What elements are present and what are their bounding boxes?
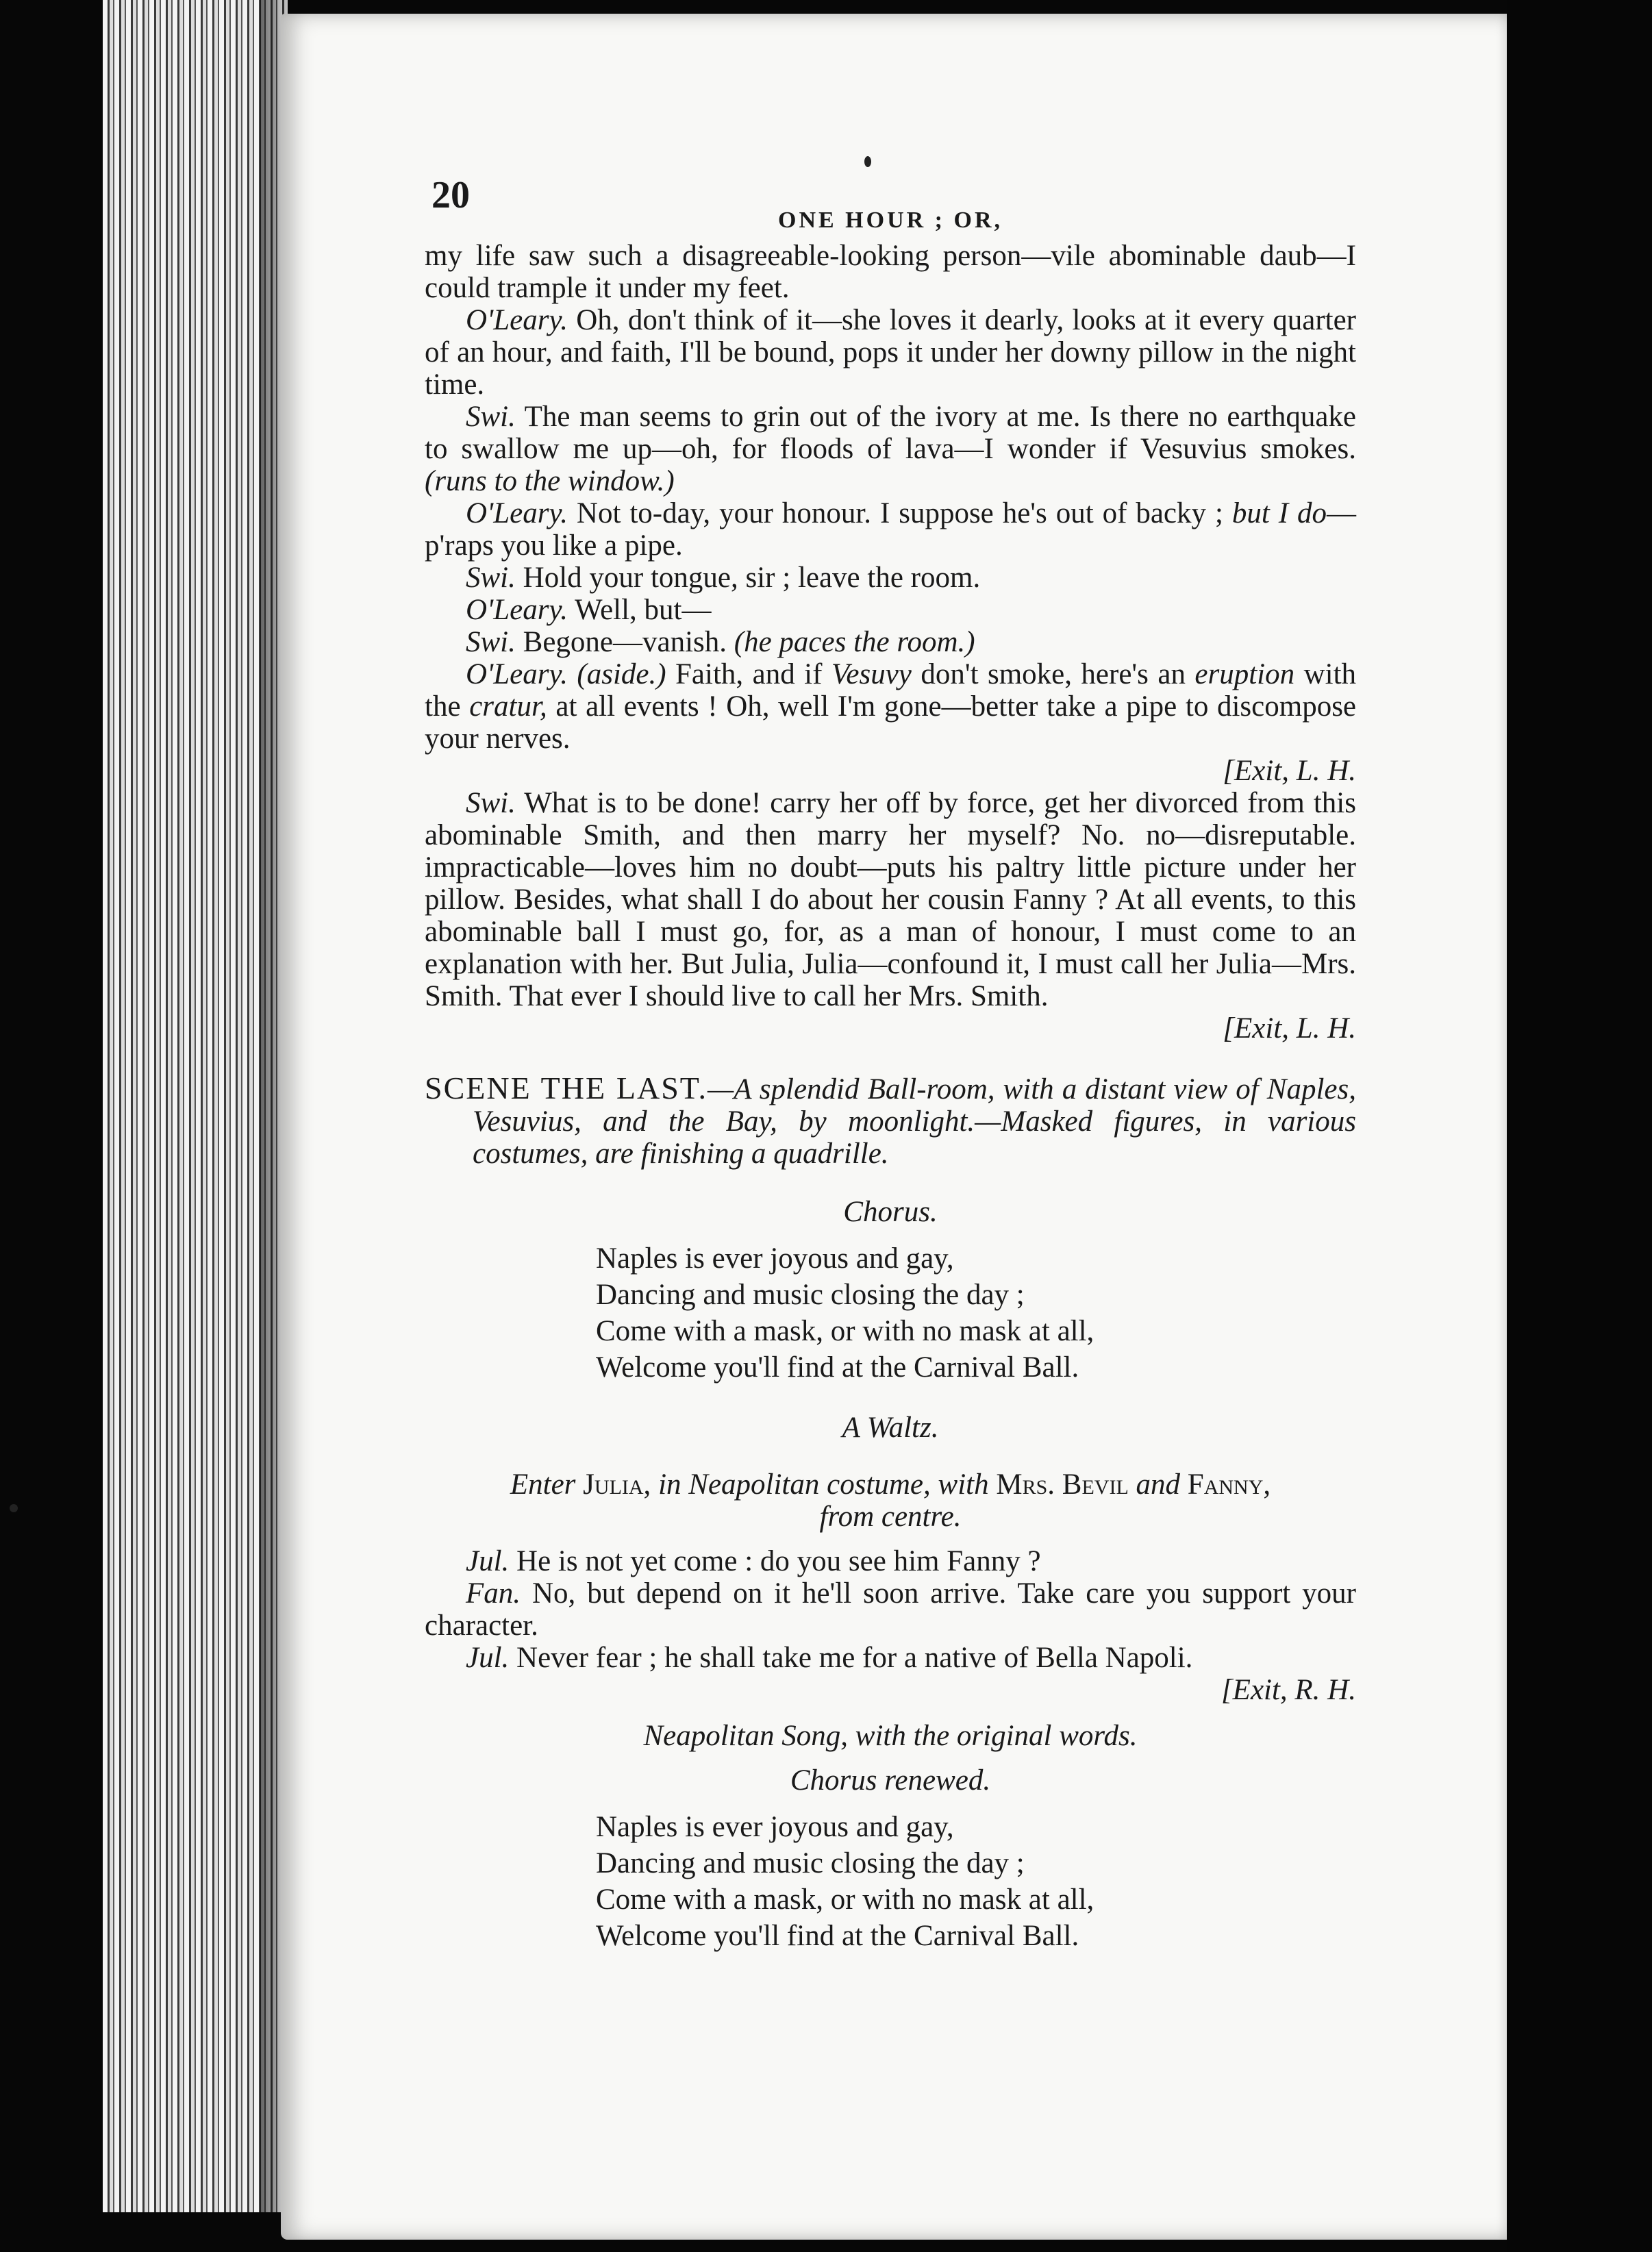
chorus-heading: Chorus. xyxy=(843,1196,938,1228)
page-header xyxy=(425,171,1356,240)
speaker-name: O'Leary. xyxy=(466,594,568,626)
chorus-renewed-heading: Chorus renewed. xyxy=(790,1764,991,1797)
speech-italic: but I do xyxy=(1231,497,1327,529)
verse-line: Dancing and music closing the day ; xyxy=(596,1279,1025,1311)
speech-text: Never fear ; he shall take me for a native of Bella Napoli. xyxy=(516,1642,1193,1674)
scene-title: SCENE THE LAST. xyxy=(425,1071,708,1105)
speech-fanny-1 xyxy=(425,1577,1356,1642)
speech-text: at all events ! Oh, well I'm gone—better take a pipe to discompose your nerves. xyxy=(425,690,1357,755)
speaker-name: Jul. xyxy=(466,1545,510,1577)
exit-direction: [Exit, L. H. xyxy=(1223,1012,1356,1044)
chorus-verse xyxy=(596,1240,1356,1386)
exit-direction: [Exit, R. H. xyxy=(1221,1674,1356,1706)
page-content xyxy=(425,171,1356,1954)
speech-text: What is to be done! carry her off by force, get her divorced from this abominable Smith, and then marry her myself? No. no—disreputable. impracticable—loves him no doubt—puts his paltry little picture under her pillow. Besides, what shall I do about her cousin Fanny ? At all events, to this abominable ball I must go, for, as a man of honour, I must come to an explanation with her. But Julia, Julia—confound it, I must call her Julia—Mrs. Smith. That ever I should live to call her Mrs. Smith. xyxy=(425,787,1356,1012)
speech-swi-2 xyxy=(425,562,1356,594)
speaker-name: O'Leary. xyxy=(466,304,568,336)
speech-text: —p'raps you like a pipe. xyxy=(425,497,1356,562)
stage-direction: (he paces the room.) xyxy=(734,626,975,658)
speaker-name: Jul. xyxy=(466,1642,510,1674)
speaker-name: Swi. xyxy=(466,562,516,594)
speech-swi-3 xyxy=(425,626,1356,658)
scan-background xyxy=(1507,0,1652,2252)
scan-speck xyxy=(10,1504,18,1512)
exit-direction: [Exit, L. H. xyxy=(1223,755,1356,787)
speech-oleary-3 xyxy=(425,594,1356,626)
scene-description: —A splendid Ball-room, with a distant view of Naples, Vesuvius, and the Bay, by moonlight.—Masked figures, in various costumes, are finishing a quadrille. xyxy=(473,1073,1356,1170)
continued-paragraph: my life saw such a disagreeable-looking person—vile abominable daub—I could trample it under my feet. xyxy=(425,240,1356,304)
entrance-text: from centre. xyxy=(819,1501,962,1533)
speech-oleary-2 xyxy=(425,497,1356,562)
speech-text: Oh, don't think of it—she loves it dearly, looks at it every quarter of an hour, and faith, I'll be bound, pops it under her downy pillow in the night time. xyxy=(425,304,1356,401)
scan-speck xyxy=(864,156,871,167)
verse-line: Naples is ever joyous and gay, xyxy=(596,1811,954,1843)
stage-direction: (aside.) xyxy=(577,658,666,690)
page-number: 20 xyxy=(431,174,470,216)
speech-swi-4 xyxy=(425,787,1356,1044)
speech-italic: Vesuvy xyxy=(831,658,912,690)
speech-text: No, but depend on it he'll soon arrive. Take care you support your character. xyxy=(425,1577,1356,1642)
speech-text: The man seems to grin out of the ivory at me. Is there no earthquake to swallow me up—oh, for floods of lava—I wonder if Vesuvius smokes. xyxy=(425,401,1356,465)
speech-text: with the xyxy=(425,658,1357,723)
speech-julia-2 xyxy=(425,1642,1356,1706)
entrance-text: in Neapolitan costume, with xyxy=(658,1468,989,1501)
waltz-heading: A Waltz. xyxy=(842,1412,939,1444)
verse-line: Welcome you'll find at the Carnival Ball. xyxy=(596,1920,1079,1952)
character-name: Julia, xyxy=(583,1468,651,1501)
speech-text: don't smoke, here's an xyxy=(921,658,1186,690)
entrance-text: Enter xyxy=(510,1468,576,1501)
scene-heading xyxy=(425,1072,1356,1170)
speech-swi-1 xyxy=(425,401,1356,497)
running-title: ONE HOUR ; OR, xyxy=(778,208,1003,233)
verse-line: Naples is ever joyous and gay, xyxy=(596,1242,954,1275)
speech-oleary-4 xyxy=(425,658,1356,787)
entrance-direction xyxy=(425,1468,1356,1533)
speaker-name: O'Leary. xyxy=(466,497,568,529)
character-name: Mrs. Bevil xyxy=(996,1468,1129,1501)
verse-line: Come with a mask, or with no mask at all, xyxy=(596,1884,1094,1916)
speech-oleary-1 xyxy=(425,304,1356,401)
speech-italic: eruption xyxy=(1194,658,1295,690)
entrance-text: and xyxy=(1136,1468,1181,1501)
song-heading: Neapolitan Song, with the original words. xyxy=(643,1720,1138,1752)
speech-text: Begone—vanish. xyxy=(523,626,727,658)
verse-line: Welcome you'll find at the Carnival Ball. xyxy=(596,1351,1079,1384)
character-name: Fanny, xyxy=(1187,1468,1271,1501)
speech-julia-1 xyxy=(425,1545,1356,1577)
speaker-name: Swi. xyxy=(466,626,516,658)
chorus-renewed-verse xyxy=(596,1809,1356,1954)
verse-line: Come with a mask, or with no mask at all, xyxy=(596,1315,1094,1347)
speaker-name: Fan. xyxy=(466,1577,521,1610)
speech-italic: cratur, xyxy=(469,690,547,723)
speech-text: Hold your tongue, sir ; leave the room. xyxy=(523,562,981,594)
speaker-name: Swi. xyxy=(466,787,516,819)
stage-direction: (runs to the window.) xyxy=(425,465,675,497)
verse-line: Dancing and music closing the day ; xyxy=(596,1847,1025,1879)
speaker-name: O'Leary. xyxy=(466,658,568,690)
speech-text: He is not yet come : do you see him Fanny ? xyxy=(516,1545,1041,1577)
speech-text: Well, but— xyxy=(574,594,712,626)
speaker-name: Swi. xyxy=(466,401,516,433)
speech-text: Faith, and if xyxy=(675,658,823,690)
speech-text: Not to-day, your honour. I suppose he's out of backy ; xyxy=(576,497,1223,529)
